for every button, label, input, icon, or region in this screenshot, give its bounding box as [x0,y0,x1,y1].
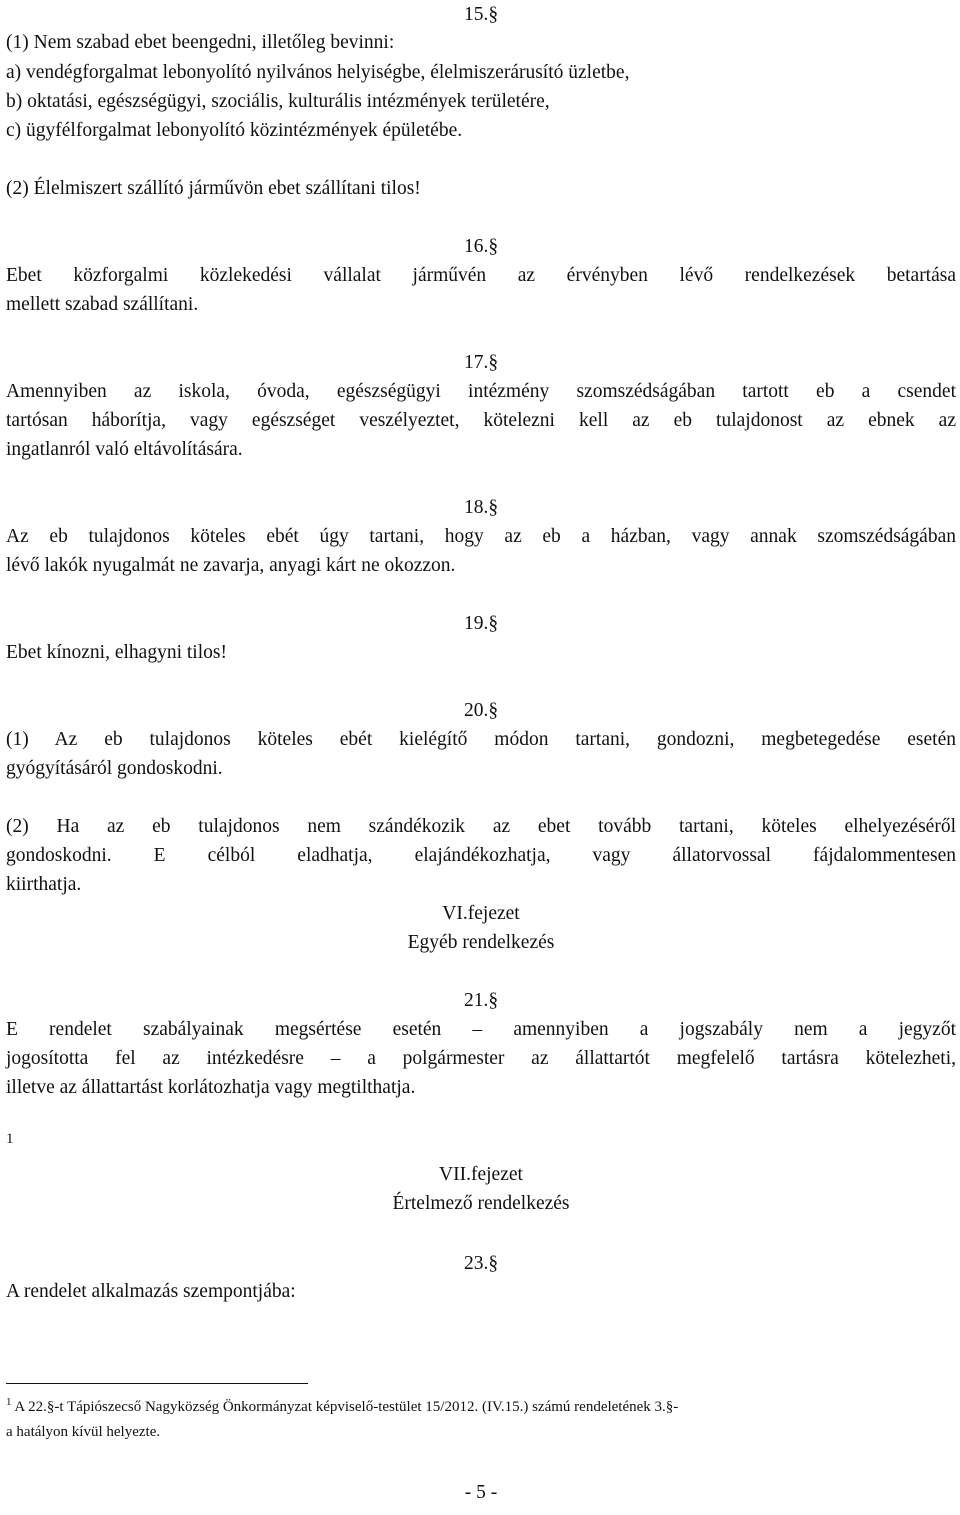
section-15-line-4: c) ügyfélforgalmat lebonyolító közintézmények épületébe. [6,120,463,141]
section-20-line-3: (2) Ha az eb tulajdonos nem szándékozik az ebet tovább tartani, köteles elhelyezéséről [6,816,956,837]
section-20-heading: 20.§ [463,700,499,721]
footnote-number: 1 [6,1396,12,1408]
section-15-line-3: b) oktatási, egészségügyi, szociális, kulturális intézmények területére, [6,91,550,112]
section-15-line-1: (1) Nem szabad ebet beengedni, illetőleg bevinni: [6,32,395,53]
section-16-line-1: Ebet közforgalmi közlekedési vállalat járművén az érvényben lévő rendelkezések betartása [6,265,956,286]
section-22-footnote-marker: 1 [6,1131,14,1147]
section-21-heading: 21.§ [463,990,499,1011]
section-21-line-2: jogosította fel az intézkedésre – a polgármester az állattartót megfelelő tartásra kötelezheti, [6,1048,956,1069]
section-21-line-3: illetve az állattartást korlátozhatja vagy megtilthatja. [6,1077,416,1098]
footnote-text: A 22.§-t Tápiószecső Nagyközség Önkormányzat képviselő-testület 15/2012. (IV.15.) számú rendeletének 3.§- [11,1399,679,1415]
section-21-line-1: E rendelet szabályainak megsértése esetén – amennyiben a jogszabály nem a jegyzőt [6,1019,956,1040]
section-16-heading: 16.§ [463,236,499,257]
section-18-line-1: Az eb tulajdonos köteles ebét úgy tartani, hogy az eb a házban, vagy annak szomszédságában [6,526,956,547]
section-17-heading: 17.§ [463,352,499,373]
footnote-line-2: a hatályon kívül helyezte. [6,1424,161,1440]
section-23-heading: 23.§ [463,1253,499,1274]
section-15-paragraph-2: (2) Élelmiszert szállító járművön ebet szállítani tilos! [6,178,421,199]
section-19-line-1: Ebet kínozni, elhagyni tilos! [6,642,227,663]
footnote-separator [6,1383,308,1384]
section-17-line-1: Amennyiben az iskola, óvoda, egészségügyi intézmény szomszédságában tartott eb a csendet [6,381,956,402]
section-15-heading: 15.§ [463,4,499,25]
footnote-line-1 [6,1396,956,1418]
section-18-line-2: lévő lakók nyugalmát ne zavarja, anyagi kárt ne okozzon. [6,555,456,576]
chapter-6-title: VI.fejezet [442,903,520,924]
section-20-line-5: kiirthatja. [6,874,82,895]
section-19-heading: 19.§ [463,613,499,634]
section-20-line-1: (1) Az eb tulajdonos köteles ebét kielégítő módon tartani, gondozni, megbetegedése esetén [6,729,956,750]
section-15-line-2: a) vendégforgalmat lebonyolító nyilvános helyiségbe, élelmiszerárusító üzletbe, [6,62,630,83]
page-number: - 5 - [464,1482,498,1503]
chapter-7-title: VII.fejezet [439,1164,523,1185]
section-20-line-2: gyógyításáról gondoskodni. [6,758,223,779]
section-16-line-2: mellett szabad szállítani. [6,294,199,315]
chapter-6-subtitle: Egyéb rendelkezés [407,932,555,953]
section-17-line-2: tartósan háborítja, vagy egészséget veszélyeztet, kötelezni kell az eb tulajdonost az ebnek az [6,410,956,431]
section-17-line-3: ingatlanról való eltávolítására. [6,439,243,460]
section-18-heading: 18.§ [463,497,499,518]
section-20-line-4: gondoskodni. E célból eladhatja, elajándékozhatja, vagy állatorvossal fájdalommentesen [6,845,956,866]
chapter-7-subtitle: Értelmező rendelkezés [392,1193,570,1214]
section-23-line-1: A rendelet alkalmazás szempontjába: [6,1281,296,1302]
